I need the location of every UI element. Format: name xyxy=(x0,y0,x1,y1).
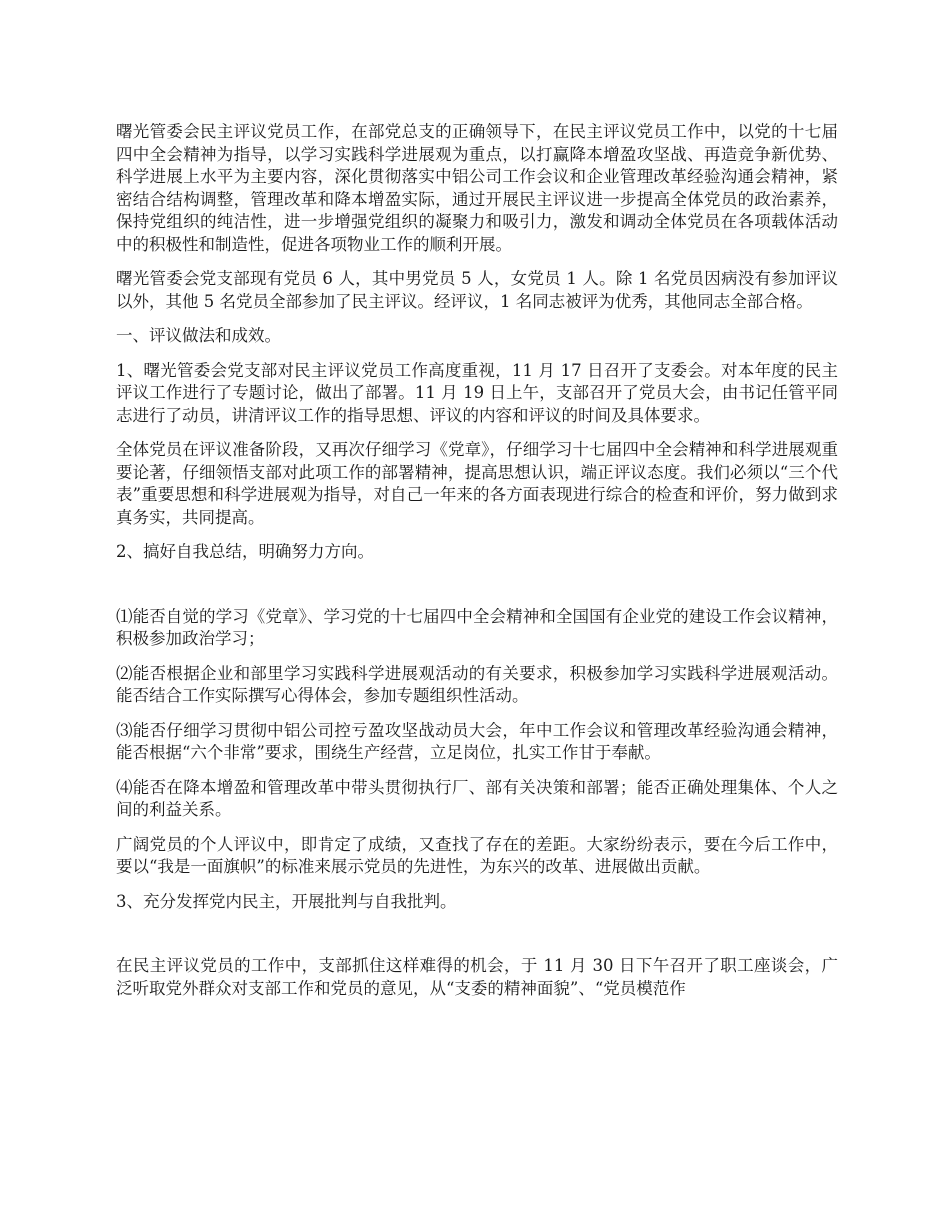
membership-paragraph: 曙光管委会党支部现有党员 6 人，其中男党员 5 人，女党员 1 人。除 1 名党员因病没有参加评议以外，其他 5 名党员全部参加了民主评议。经评议，1 名同志被评为优秀，其他同志全部合格。 xyxy=(116,269,838,311)
section-heading-1: 一、评议做法和成效。 xyxy=(116,326,281,345)
document-body xyxy=(116,121,838,1012)
forum-paragraph: 在民主评议党员的工作中，支部抓住这样难得的机会，于 11 月 30 日下午召开了职工座谈会，广泛听取党外群众对支部工作和党员的意见，从“支委的精神面貌”、“党员模范作 xyxy=(116,956,838,998)
blank-gap xyxy=(116,925,838,955)
criterion-2: ⑵能否根据企业和部里学习实践科学进展观活动的有关要求，积极参加学习实践科学进展观活动。能否结合工作实际撰写心得体会，参加专题组织性活动。 xyxy=(116,663,838,705)
intro-paragraph: 曙光管委会民主评议党员工作，在部党总支的正确领导下，在民主评议党员工作中，以党的十七届四中全会精神为指导，以学习实践科学进展观为重点，以打赢降本增盈攻坚战、再造竞争新优势、科学进展上水平为主要内容，深化贯彻落实中铝公司工作会议和企业管理改革经验沟通会精神，紧密结合结构调整，管理改革和降本增盈实际，通过开展民主评议进一步提高全体党员的政治素养，保持党组织的纯洁性，进一步增强党组织的凝聚力和吸引力，激发和调动全体党员在各项载体活动中的积极性和制造性，促进各项物业工作的顺利开展。 xyxy=(116,122,838,254)
criterion-1: ⑴能否自觉的学习《党章》、学习党的十七届四中全会精神和全国国有企业党的建设工作会议精神，积极参加政治学习； xyxy=(116,606,838,648)
preparation-paragraph: 全体党员在评议准备阶段，又再次仔细学习《党章》，仔细学习十七届四中全会精神和科学进展观重要论著，仔细领悟支部对此项工作的部署精神，提高思想认识，端正评议态度。我们必须以“三个代表”重要思想和科学进展观为指导，对自己一年来的各方面表现进行综合的检查和评价，努力做到求真务实，共同提高。 xyxy=(116,440,838,527)
item-2-heading: 2、搞好自我总结，明确努力方向。 xyxy=(116,542,374,561)
self-review-paragraph: 广阔党员的个人评议中，即肯定了成绩，又查找了存在的差距。大家纷纷表示，要在今后工作中，要以“我是一面旗帜”的标准来展示党员的先进性，为东兴的改革、进展做出贡献。 xyxy=(116,834,838,876)
blank-gap xyxy=(116,576,838,606)
criterion-4: ⑷能否在降本增盈和管理改革中带头贯彻执行厂、部有关决策和部署；能否正确处理集体、个人之间的利益关系。 xyxy=(116,777,838,819)
item-3-heading: 3、充分发挥党内民主，开展批判与自我批判。 xyxy=(116,891,457,911)
criterion-3: ⑶能否仔细学习贯彻中铝公司控亏盈攻坚战动员大会，年中工作会议和管理改革经验沟通会精神，能否根据“六个非常”要求，围绕生产经营，立足岗位，扎实工作甘于奉献。 xyxy=(116,720,838,762)
item-1-paragraph: 1、曙光管委会党支部对民主评议党员工作高度重视，11 月 17 日召开了支委会。对本年度的民主评议工作进行了专题讨论，做出了部署。11 月 19 日上午，支部召开了党员大会，由书记任管平同志进行了动员，讲清评议工作的指导思想、评议的内容和评议的时间及具体要求。 xyxy=(116,360,838,425)
